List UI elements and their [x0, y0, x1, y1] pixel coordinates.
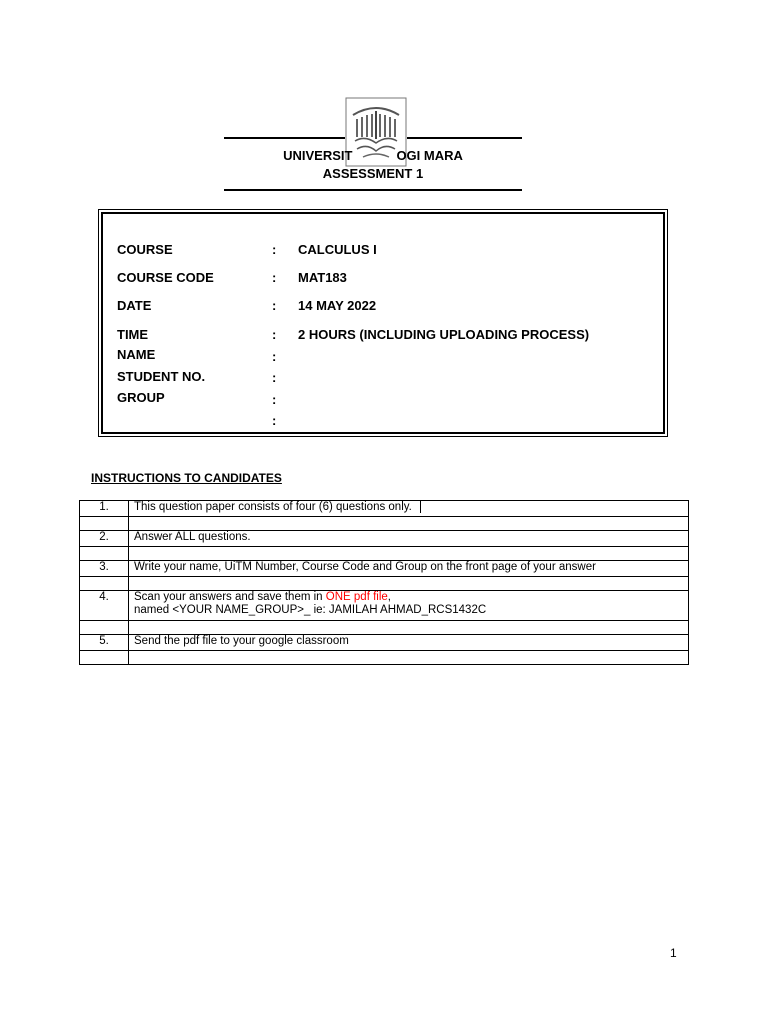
course-code-colon: : [272, 270, 277, 285]
time-colon: : [272, 327, 277, 342]
name-colon: : [272, 349, 277, 364]
instruction-row [80, 501, 689, 517]
instruction-row [80, 591, 689, 621]
instructions-title: INSTRUCTIONS TO CANDIDATES [91, 471, 282, 485]
spacer-row [80, 651, 689, 665]
instruction-number: 4. [80, 591, 129, 621]
highlighted-text: ONE pdf file [325, 591, 388, 603]
assessment-title: ASSESSMENT 1 [322, 166, 424, 181]
instruction-row [80, 635, 689, 651]
time-label: TIME [117, 327, 149, 342]
date-label: DATE [117, 298, 152, 313]
student-no-colon: : [272, 370, 277, 385]
spacer-row [80, 577, 689, 591]
extra-colon: : [272, 413, 277, 428]
instruction-text: Write your name, UiTM Number, Course Code and Group on the front page of your answer [129, 561, 689, 577]
name-label: NAME [117, 347, 156, 362]
course-label: COURSE [117, 242, 173, 257]
spacer-row [80, 547, 689, 561]
instruction-row [80, 531, 689, 547]
course-code-label: COURSE CODE [117, 270, 214, 285]
course-colon: : [272, 242, 277, 257]
time-value: 2 HOURS (INCLUDING UPLOADING PROCESS) [298, 327, 590, 342]
university-name: UNIVERSIT OGI MARA [283, 148, 463, 163]
course-value: CALCULUS I [298, 242, 377, 257]
student-no-label: STUDENT NO. [117, 369, 206, 384]
spacer-row [80, 621, 689, 635]
course-info-box [101, 212, 665, 434]
header-bottom-rule [224, 189, 522, 191]
instruction-text: This question paper consists of four (6) questions only. [129, 501, 689, 517]
instruction-text: Scan your answers and save them in ONE pdf file, named <YOUR NAME_GROUP>_ ie: JAMILAH AHMAD_RCS1432C [129, 591, 689, 621]
page-number: 1 [670, 946, 677, 960]
spacer-row [80, 517, 689, 531]
group-colon: : [272, 392, 277, 407]
course-code-value: MAT183 [298, 270, 347, 285]
instruction-number: 2. [80, 531, 129, 547]
instruction-text: Send the pdf file to your google classroom [129, 635, 689, 651]
instruction-number: 5. [80, 635, 129, 651]
date-colon: : [272, 298, 277, 313]
group-label: GROUP [117, 390, 165, 405]
instructions-table [79, 500, 689, 665]
instruction-text: Answer ALL questions. [129, 531, 689, 547]
instruction-number: 1. [80, 501, 129, 517]
instruction-number: 3. [80, 561, 129, 577]
instruction-row [80, 561, 689, 577]
date-value: 14 MAY 2022 [298, 298, 377, 313]
